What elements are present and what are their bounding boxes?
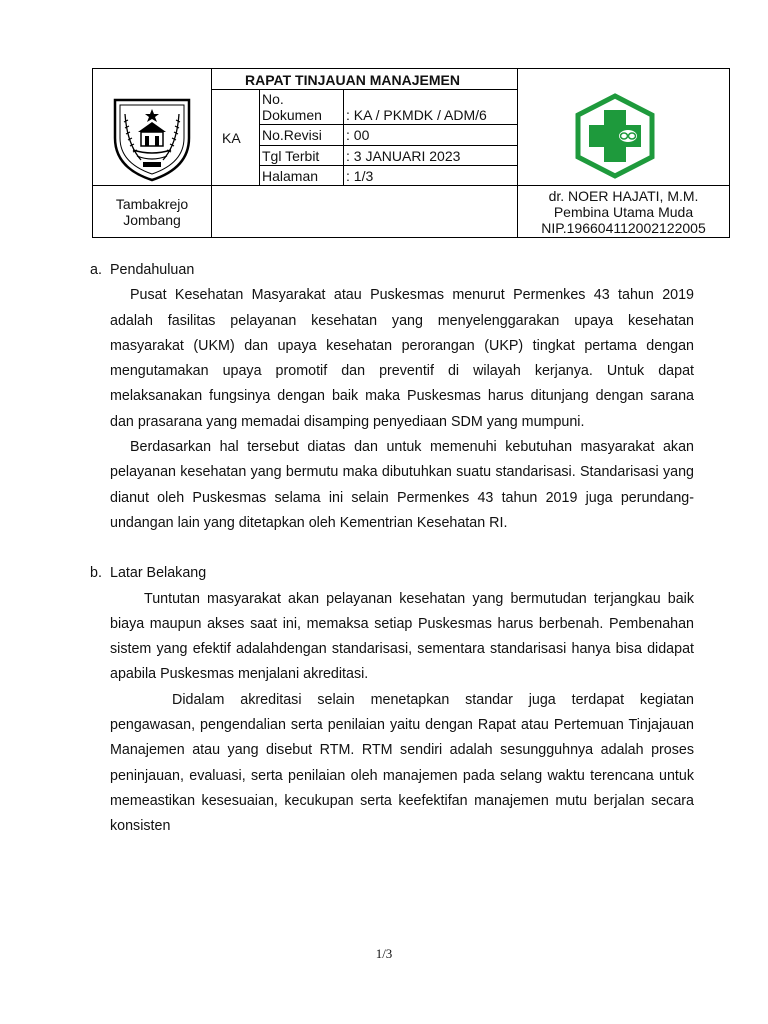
divider: [259, 124, 517, 125]
row-label-halaman: Halaman: [262, 168, 319, 184]
row-value-revisi: : 00: [346, 127, 370, 143]
section-title: Pendahuluan: [110, 262, 195, 278]
divider: [93, 185, 729, 186]
row-label-terbit: Tgl Terbit: [262, 148, 320, 164]
signatory-nip: NIP.196604112002122005: [541, 220, 706, 236]
divider: [259, 145, 517, 146]
page-number: 1/3: [375, 946, 393, 961]
divider: [259, 165, 517, 166]
row-value-halaman: : 1/3: [346, 168, 374, 184]
row-value-dokumen: : KA / PKMDK / ADM/6: [346, 107, 487, 123]
section-label: a.: [90, 262, 102, 278]
row-label-revisi: No.Revisi: [262, 127, 322, 143]
puskesmas-logo-icon: [573, 93, 657, 179]
section-heading: [90, 561, 694, 586]
divider: [211, 69, 212, 237]
location-regency: Jombang: [123, 212, 181, 228]
location-city: Tambakrejo: [115, 196, 189, 212]
row-label-no: No.: [262, 91, 284, 107]
signatory-rank: Pembina Utama Muda: [553, 204, 694, 220]
section-label: b.: [90, 565, 102, 582]
section-heading: [90, 258, 694, 283]
document-header-table: [92, 68, 730, 238]
divider: [259, 89, 260, 185]
divider: [211, 89, 517, 90]
signatory-name: dr. NOER HAJATI, M.M.: [548, 188, 699, 204]
row-label-dokumen: Dokumen: [262, 107, 322, 123]
regency-emblem-icon: [111, 94, 193, 184]
document-title: RAPAT TINJAUAN MANAJEMEN: [245, 72, 460, 88]
document-body: [90, 258, 694, 840]
paragraph: Berdasarkan hal tersebut diatas dan untuk memenuhi kebutuhan masyarakat akan pelayanan kesehatan yang bermutu maka dibutuhkan suatu standarisasi. Standarisasi yang dianut oleh Puskesmas selama ini selain Permenkes 43 tahun 2019 juga perundang-undangan lain yang ditetapkan oleh Kementrian Kesehatan RI.: [110, 439, 694, 531]
section-title: Latar Belakang: [110, 565, 207, 582]
paragraph: Pusat Kesehatan Masyarakat atau Puskesmas menurut Permenkes 43 tahun 2019 adalah fasilitas pelayanan kesehatan yang menyelenggarakan upaya kesehatan masyarakat (UKM) dan upaya kesehatan perorangan (UKP) tingkat pertama dengan mengutamakan upaya promotif dan preventif di wilayah kerjanya. Untuk dapat melaksanakan fungsinya dengan baik maka Puskesmas harus ditunjang dengan sarana dan prasarana yang memadai disamping penyediaan SDM yang mumpuni.: [110, 287, 694, 430]
row-value-terbit: : 3 JANUARI 2023: [346, 148, 461, 164]
document-code: KA: [222, 130, 241, 146]
divider: [343, 89, 344, 185]
paragraph: Didalam akreditasi selain menetapkan standar juga terdapat kegiatan pengawasan, pengendalian serta penilaian yaitu dengan Rapat atau Pertemuan Tinjajauan Manajemen atau yang disebut RTM. RTM sendiri adalah sesungguhnya adalah proses peninjauan, evaluasi, serta penilaian oleh manajemen pada selang waktu terencana untuk memeastikan kesesuaian, kecukupan serta keefektifan manajemen mutu berjalan secara konsisten: [110, 691, 694, 835]
paragraph: Tuntutan masyarakat akan pelayanan kesehatan yang bermutudan terjangkau baik biaya maupun akses saat ini, memaksa setiap Puskesmas harus berbenah. Pembenahan sistem yang efektif adalahdengan standarisasi, sementara standarisasi hanya bisa didapat apabila Puskesmas menjalani akreditasi.: [110, 590, 694, 683]
